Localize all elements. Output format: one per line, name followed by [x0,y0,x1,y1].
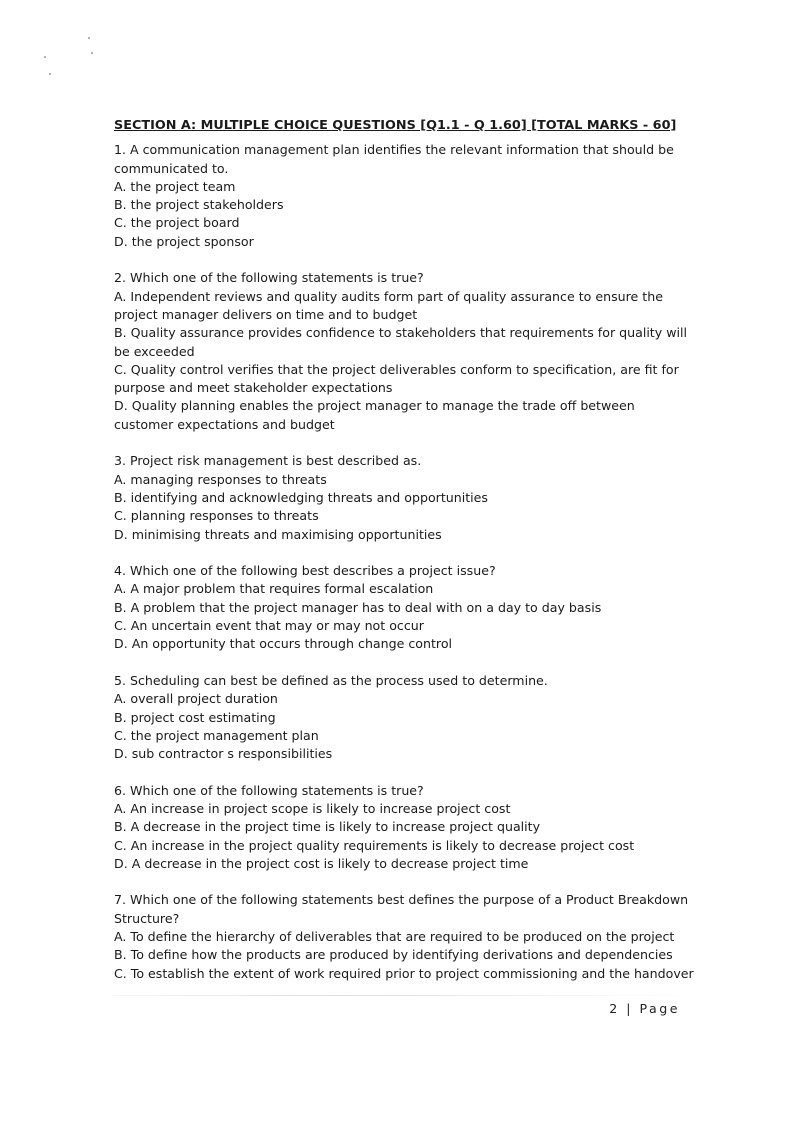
answer-option: B. the project stakeholders [114,197,284,213]
question-stem: 7. Which one of the following statements best defines the purpose of a Product Breakdown Structure? [114,892,689,926]
answer-option: D. A decrease in the project cost is likely to decrease project time [114,855,529,871]
answer-option: A. Independent reviews and quality audits form part of quality assurance to ensure the project manager delivers on time and to budget [114,288,663,322]
answer-option: D. sub contractor s responsibilities [114,746,333,762]
answer-option: A. managing responses to threats [114,471,327,487]
answer-option: A. A major problem that requires formal escalation [114,581,434,597]
answer-option: D. the project sponsor [114,233,254,249]
answer-option: A. the project team [114,178,236,194]
answer-option: B. A decrease in the project time is likely to increase project quality [114,819,541,835]
exam-page-content [114,117,694,1001]
question-7 [114,891,694,982]
scan-artifact-line [112,995,682,996]
question-stem: 3. Project risk management is best described as. [114,453,422,469]
scan-mark [91,52,93,54]
answer-option: B. To define how the products are produced by identifying derivations and dependencies [114,947,673,963]
question-5 [114,672,694,763]
answer-option: B. Quality assurance provides confidence to stakeholders that requirements for quality will be exceeded [114,325,688,359]
question-stem: 5. Scheduling can best be defined as the process used to determine. [114,672,548,688]
answer-option: C. the project board [114,215,240,231]
answer-option: C. An uncertain event that may or may not occur [114,618,424,634]
answer-option: A. overall project duration [114,691,278,707]
question-4 [114,562,694,653]
question-stem: 2. Which one of the following statements is true? [114,270,424,286]
answer-option: C. To establish the extent of work required prior to project commissioning and the handover [114,965,694,981]
answer-option: C. Quality control verifies that the project deliverables conform to specification, are fit for purpose and meet stakeholder expectations [114,361,679,396]
answer-option: A. An increase in project scope is likely to increase project cost [114,800,511,816]
answer-option: C. the project management plan [114,727,319,743]
answer-option: B. project cost estimating [114,709,276,725]
question-stem: 1. A communication management plan identifies the relevant information that should be communicated to. [114,142,674,176]
answer-option: D. An opportunity that occurs through change control [114,636,453,652]
answer-option: C. An increase in the project quality requirements is likely to decrease project cost [114,837,635,853]
question-6 [114,782,694,873]
answer-option: A. To define the hierarchy of deliverables that are required to be produced on the project [114,929,675,945]
answer-option: C. planning responses to threats [114,508,319,524]
answer-option: D. minimising threats and maximising opportunities [114,526,442,542]
question-3 [114,452,694,543]
scan-mark [88,37,90,39]
question-2 [114,269,694,434]
section-header: SECTION A: MULTIPLE CHOICE QUESTIONS [Q1.1 - Q 1.60] [TOTAL MARKS - 60] [114,118,677,133]
answer-option: B. identifying and acknowledging threats and opportunities [114,489,488,505]
answer-option: B. A problem that the project manager has to deal with on a day to day basis [114,599,602,615]
question-stem: 4. Which one of the following best describes a project issue? [114,563,496,579]
page-number: 2 | Page [609,1001,680,1016]
answer-option: D. Quality planning enables the project manager to manage the trade off between customer expectations and budget [114,398,635,432]
question-1 [114,141,694,251]
question-stem: 6. Which one of the following statements is true? [114,782,424,798]
scan-mark [44,56,46,58]
scan-mark [49,73,51,75]
